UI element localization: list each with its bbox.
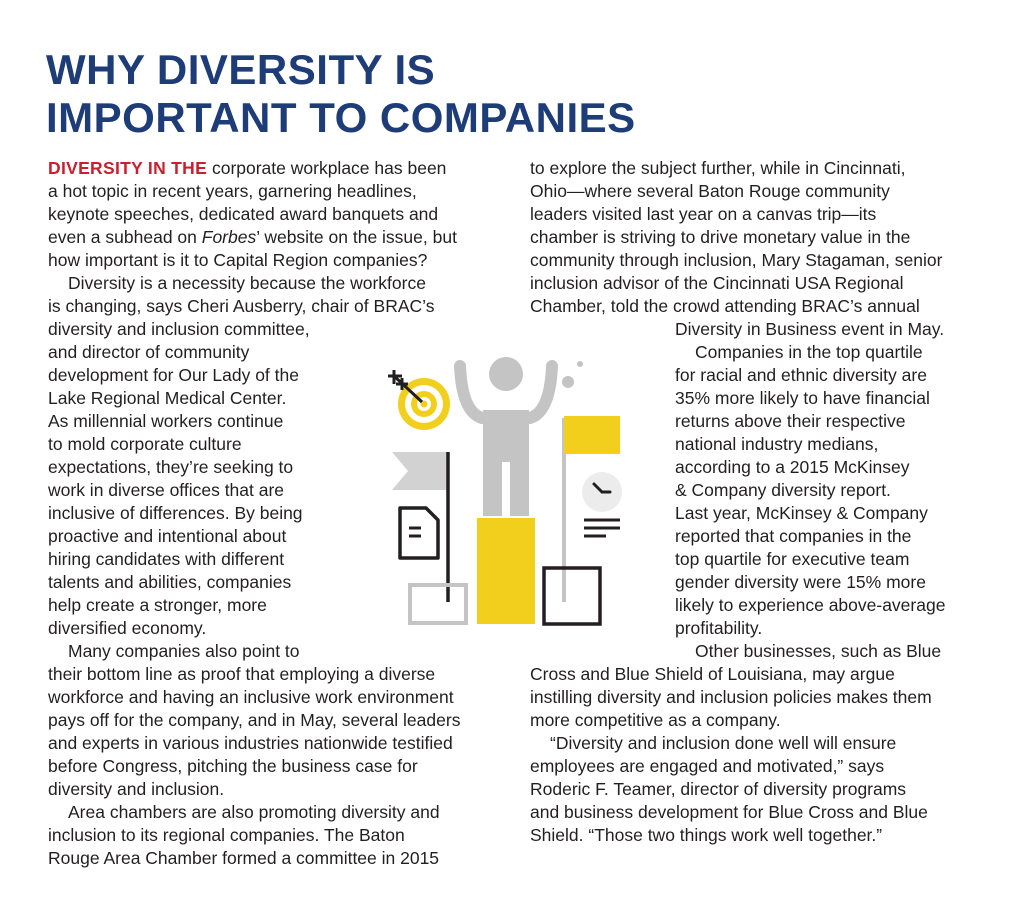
article-line: 35% more likely to have financial xyxy=(675,388,930,408)
article-line: workforce and having an inclusive work environment xyxy=(48,687,454,707)
article-line: pays off for the company, and in May, several leaders xyxy=(48,710,461,730)
article-line: national industry medians, xyxy=(675,434,879,454)
article-line: Lake Regional Medical Center. xyxy=(48,388,287,408)
article-line: according to a 2015 McKinsey xyxy=(675,457,910,477)
article-line: diversity and inclusion committee, xyxy=(48,319,310,339)
article-line: diversified economy. xyxy=(48,618,207,638)
article-line: community through inclusion, Mary Stagaman, senior xyxy=(530,250,943,270)
article-line: to mold corporate culture xyxy=(48,434,242,454)
article-line: Area chambers are also promoting diversity and xyxy=(68,802,440,822)
article-line: employees are engaged and motivated,” says xyxy=(530,756,885,776)
article-line: and director of community xyxy=(48,342,250,362)
document-icon xyxy=(400,508,438,558)
clock-icon xyxy=(582,472,622,512)
article-line: to explore the subject further, while in Cincinnati, xyxy=(530,158,906,178)
article-line: for racial and ethnic diversity are xyxy=(675,365,927,385)
article-line: DIVERSITY IN THE corporate workplace has been xyxy=(48,158,447,178)
article-line: Companies in the top quartile xyxy=(695,342,923,362)
article-line: returns above their respective xyxy=(675,411,906,431)
article-line: instilling diversity and inclusion policies makes them xyxy=(530,687,932,707)
article-line: work in diverse offices that are xyxy=(48,480,285,500)
article-line: likely to experience above-average xyxy=(675,595,946,615)
headline xyxy=(46,46,636,142)
article-line: Shield. “Those two things work well together.” xyxy=(530,825,883,845)
article-line: leaders visited last year on a canvas trip—its xyxy=(530,204,877,224)
article-line: expectations, they’re seeking to xyxy=(48,457,294,477)
podium-icon xyxy=(477,518,535,624)
article-line: inclusion to its regional companies. The Baton xyxy=(48,825,405,845)
dot-icon xyxy=(562,376,574,388)
box-icon xyxy=(544,568,600,624)
article-line: and business development for Blue Cross and Blue xyxy=(530,802,928,822)
publication-name: Forbes xyxy=(201,227,257,247)
article-line: and experts in various industries nationwide testified xyxy=(48,733,453,753)
article-line: keynote speeches, dedicated award banquets and xyxy=(48,204,439,224)
article-line: Roderic F. Teamer, director of diversity programs xyxy=(530,779,907,799)
article-line: Rouge Area Chamber formed a committee in 2015 xyxy=(48,848,440,868)
diversity-illustration xyxy=(380,340,660,640)
article-line: more competitive as a company. xyxy=(530,710,781,730)
article-line: diversity and inclusion. xyxy=(48,779,225,799)
lead-in: DIVERSITY IN THE xyxy=(48,158,208,178)
article-line: Diversity in Business event in May. xyxy=(675,319,945,339)
article-line: profitability. xyxy=(675,618,763,638)
article-line: Last year, McKinsey & Company xyxy=(675,503,928,523)
article-line: how important is it to Capital Region companies? xyxy=(48,250,428,270)
article-line: As millennial workers continue xyxy=(48,411,284,431)
article-line: “Diversity and inclusion done well will ensure xyxy=(550,733,897,753)
target-icon xyxy=(388,370,450,430)
article-line: inclusive of differences. By being xyxy=(48,503,303,523)
article-line: hiring candidates with different xyxy=(48,549,285,569)
article-line: before Congress, pitching the business case for xyxy=(48,756,418,776)
article-line: even a subhead on Forbes’ website on the issue, but xyxy=(48,227,457,247)
article-line: is changing, says Cheri Ausberry, chair of BRAC’s xyxy=(48,296,435,316)
article-line: development for Our Lady of the xyxy=(48,365,299,385)
article-line: help create a stronger, more xyxy=(48,595,267,615)
box-icon xyxy=(410,585,466,623)
headline-line-2: IMPORTANT TO COMPANIES xyxy=(46,94,636,141)
text-lines-icon xyxy=(584,520,620,536)
article-line: inclusion advisor of the Cincinnati USA Regional xyxy=(530,273,904,293)
article-line: Diversity is a necessity because the workforce xyxy=(68,273,426,293)
article-line: Cross and Blue Shield of Louisiana, may argue xyxy=(530,664,895,684)
dot-icon xyxy=(577,361,583,367)
article-line: & Company diversity report. xyxy=(675,480,891,500)
article-line: chamber is striving to drive monetary value in the xyxy=(530,227,911,247)
person-icon xyxy=(460,357,552,516)
article-line: top quartile for executive team xyxy=(675,549,910,569)
article-line: reported that companies in the xyxy=(675,526,912,546)
headline-line-1: WHY DIVERSITY IS xyxy=(46,46,436,93)
article-line: Other businesses, such as Blue xyxy=(695,641,942,661)
article-line: Chamber, told the crowd attending BRAC’s annual xyxy=(530,296,920,316)
article-line: proactive and intentional about xyxy=(48,526,287,546)
article-line: talents and abilities, companies xyxy=(48,572,292,592)
article-line: Many companies also point to xyxy=(68,641,300,661)
article-line: a hot topic in recent years, garnering headlines, xyxy=(48,181,417,201)
article-line: Ohio—where several Baton Rouge community xyxy=(530,181,890,201)
article-line: their bottom line as proof that employing a diverse xyxy=(48,664,436,684)
article-line: gender diversity were 15% more xyxy=(675,572,926,592)
